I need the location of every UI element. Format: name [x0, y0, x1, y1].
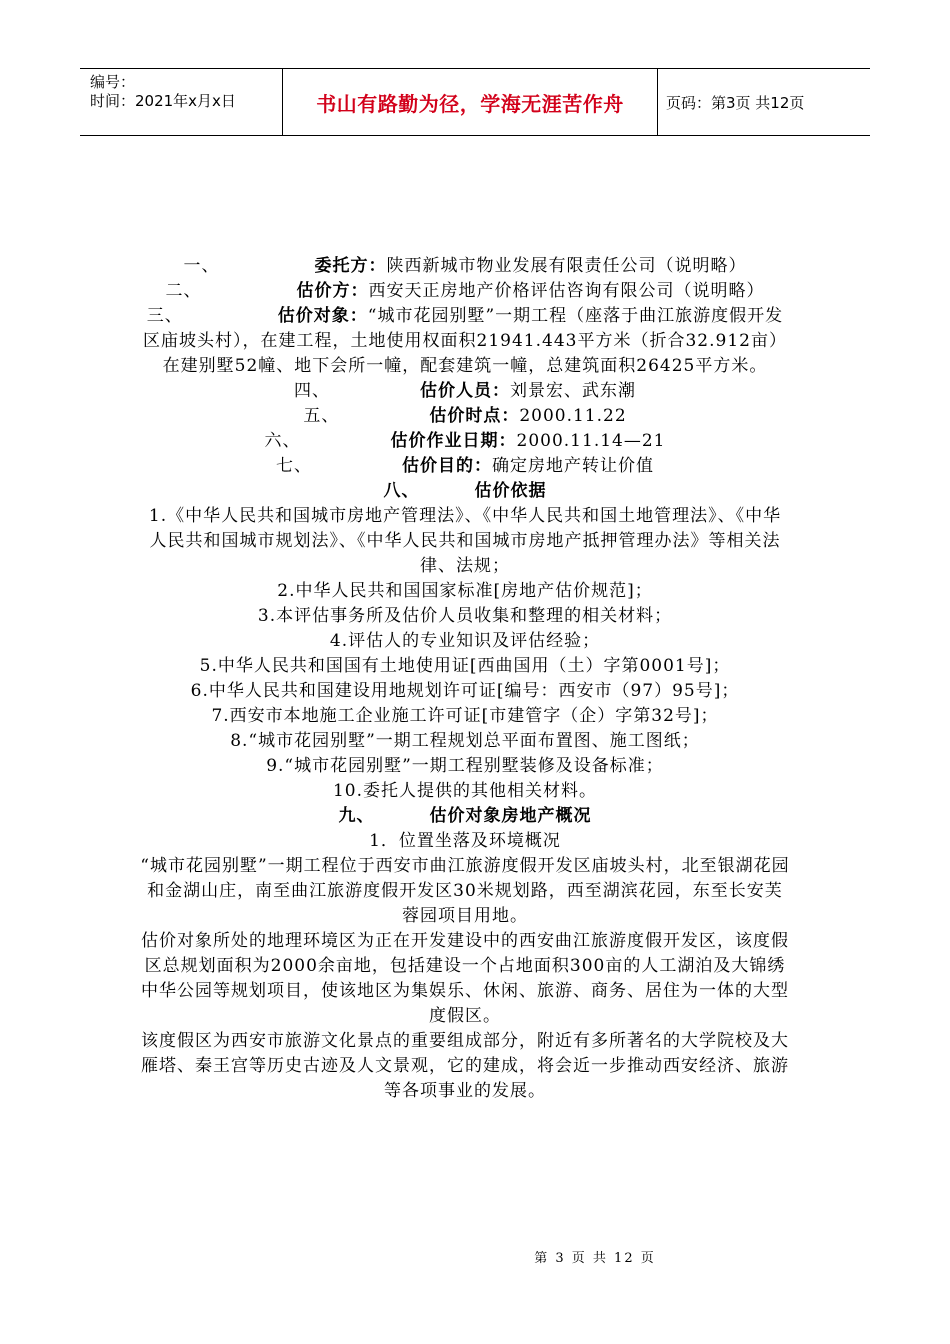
header-motto: 书山有路勤为径，学海无涯苦作舟	[282, 69, 658, 135]
section-text: 西安天正房地产价格评估咨询有限公司（说明略）	[368, 281, 765, 301]
basis-item: 1.《中华人民共和国城市房地产管理法》、《中华人民共和国土地管理法》、《中华人民共和国城市规划法》、《中华人民共和国城市房地产抵押管理办法》等相关法律、法规；	[148, 506, 782, 576]
basis-item: 8.“城市花园别墅”一期工程规划总平面布置图、施工图纸；	[230, 731, 700, 751]
sub-heading: 1．位置坐落及环境概况	[369, 831, 561, 851]
basis-item: 5.中华人民共和国国有土地使用证[西曲国用（土）字第0001号]；	[199, 656, 731, 676]
overview-paragraph: “城市花园别墅”一期工程位于西安市曲江旅游度假开发区庙坡头村，北至银湖花园和金湖山庄，南至曲江旅游度假开发区30米规划路，西至湖滨花园，东至长安芙蓉园项目用地。	[140, 856, 790, 926]
footer-page-number: 第 3 页 共 12 页	[534, 1251, 656, 1266]
document-number: 编号：	[90, 73, 136, 91]
section-label: 估价目的：	[402, 456, 492, 476]
section-number: 八、	[383, 481, 420, 501]
overview-paragraph: 该度假区为西安市旅游文化景点的重要组成部分，附近有多所著名的大学院校及大雁塔、秦王宫等历史古迹及人文景观，它的建成，将会近一步推动西安经济、旅游等各项事业的发展。	[141, 1031, 789, 1101]
section-number: 五、	[303, 406, 340, 426]
section-5	[140, 404, 790, 429]
section-label: 估价时点：	[429, 406, 520, 426]
section-1	[140, 254, 790, 279]
section-number: 二、	[165, 281, 202, 301]
section-text: 2000.11.22	[519, 406, 627, 426]
section-label: 估价对象：	[277, 306, 368, 326]
header-meta	[80, 69, 282, 135]
section-8-heading	[140, 479, 790, 504]
basis-item: 10.委托人提供的其他相关材料。	[332, 781, 598, 801]
section-label: 估价作业日期：	[390, 431, 517, 451]
page-footer	[0, 1247, 950, 1266]
page-header	[80, 68, 870, 136]
section-2	[140, 279, 790, 304]
section-number: 七、	[276, 456, 312, 476]
section-label: 估价人员：	[420, 381, 510, 401]
section-4	[140, 379, 790, 404]
basis-item: 6.中华人民共和国建设用地规划许可证[编号：西安市（97）95号]；	[190, 681, 740, 701]
section-3	[140, 304, 790, 379]
section-number: 九、	[338, 806, 375, 826]
section-text: 确定房地产转让价值	[492, 456, 654, 476]
section-label: 估价对象房地产概况	[429, 806, 592, 826]
basis-item: 7.西安市本地施工企业施工许可证[市建管字（企）字第32号]；	[211, 706, 719, 726]
basis-item: 3.本评估事务所及估价人员收集和整理的相关材料；	[257, 606, 673, 626]
section-label: 委托方：	[314, 256, 387, 276]
basis-item: 4.评估人的专业知识及评估经验；	[329, 631, 601, 651]
document-time: 时间：2021年x月x日	[90, 92, 236, 110]
basis-item: 2.中华人民共和国国家标准[房地产估价规范]；	[277, 581, 653, 601]
header-page-info: 页码：第3页 共12页	[666, 93, 805, 112]
section-number: 一、	[183, 256, 220, 276]
section-9-heading	[140, 804, 790, 829]
section-6	[140, 429, 790, 454]
section-7	[140, 454, 790, 479]
section-label: 估价方：	[296, 281, 369, 301]
overview-paragraph: 估价对象所处的地理环境区为正在开发建设中的西安曲江旅游度假开发区，该度假区总规划面积为2000余亩地，包括建设一个占地面积300亩的人工湖泊及大锦绣中华公园等规划项目，使该地区为集娱乐、休闲、旅游、商务、居住为一体的大型度假区。	[141, 931, 789, 1026]
section-text: 2000.11.14—21	[516, 431, 666, 451]
document-body	[140, 254, 790, 1104]
section-label: 估价依据	[474, 481, 547, 501]
section-number: 六、	[264, 431, 301, 451]
section-text: 陕西新城市物业发展有限责任公司（说明略）	[386, 256, 747, 276]
section-text: “城市花园别墅”一期工程（座落于曲江旅游度假开发区庙坡头村），在建工程，土地使用权面积21941.443平方米（折合32.912亩）在建别墅52幢、地下会所一幢，配套建筑一幢，总建筑面积26425平方米。	[143, 306, 787, 376]
basis-item: 9.“城市花园别墅”一期工程别墅装修及设备标准；	[266, 756, 664, 776]
section-number: 四、	[294, 381, 330, 401]
section-text: 刘景宏、武东潮	[510, 381, 636, 401]
section-number: 三、	[146, 306, 183, 326]
